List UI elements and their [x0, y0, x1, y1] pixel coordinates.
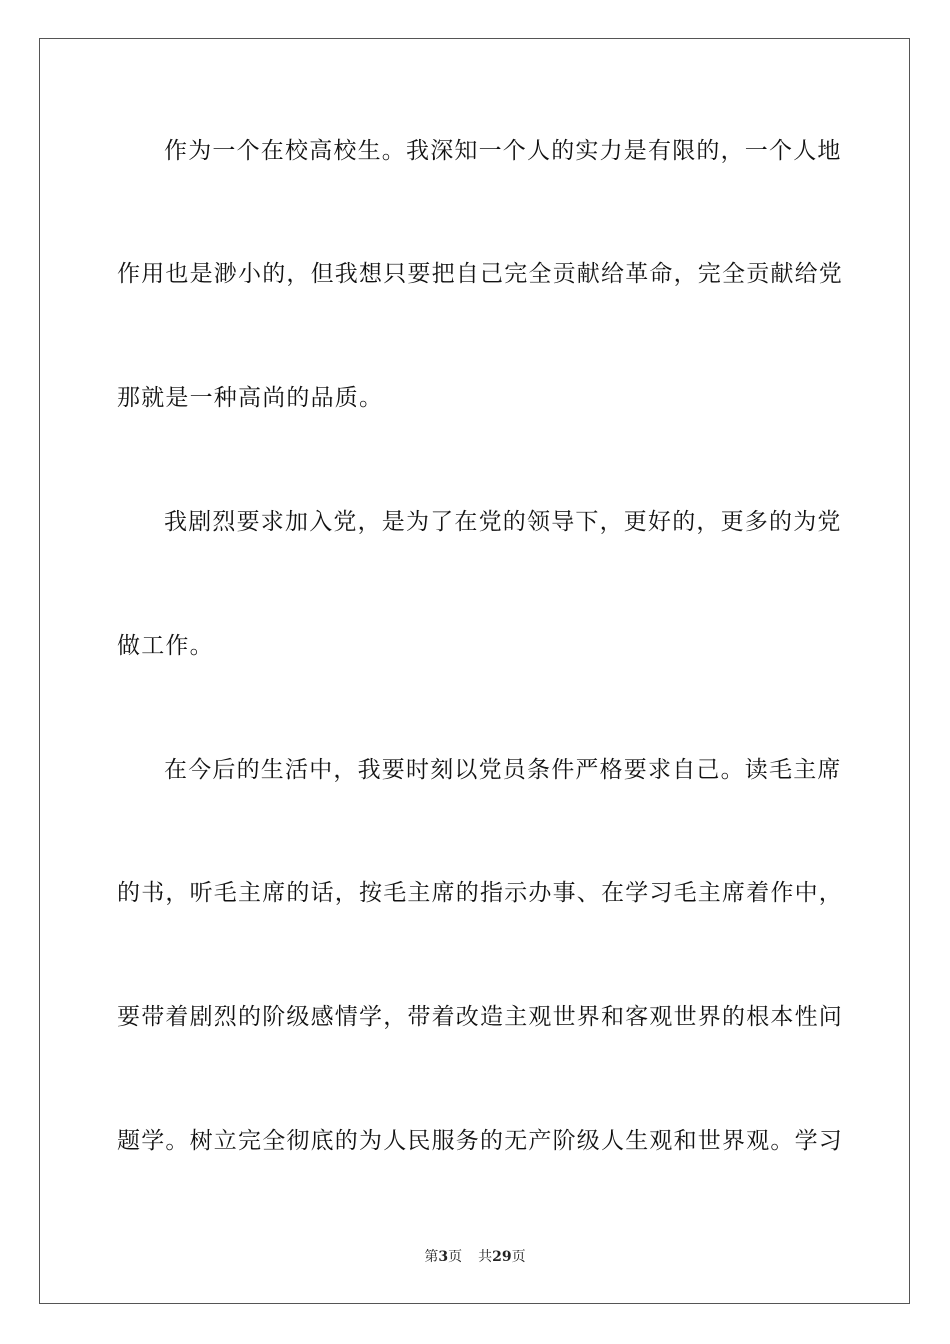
paragraph-1-line-2: 作用也是渺小的，但我想只要把自己完全贡献给革命，完全贡献给党: [117, 261, 843, 287]
page-suffix: 页: [448, 1249, 463, 1265]
page-number: 3: [438, 1249, 449, 1265]
total-prefix: 共: [478, 1249, 493, 1265]
paragraph-2-line-2: 做工作。: [117, 633, 214, 659]
total-suffix: 页: [511, 1249, 526, 1265]
paragraph-3-line-3: 要带着剧烈的阶级感情学，带着改造主观世界和客观世界的根本性问: [117, 1004, 843, 1030]
paragraph-3-line-2: 的书，听毛主席的话，按毛主席的指示办事、在学习毛主席着作中，: [117, 880, 843, 906]
page-footer: [0, 1248, 950, 1266]
paragraph-3-line-1: 在今后的生活中，我要时刻以党员条件严格要求自己。读毛主席: [164, 757, 842, 783]
page-border: [39, 38, 910, 1304]
paragraph-3-line-4: 题学。树立完全彻底的为人民服务的无产阶级人生观和世界观。学习: [117, 1128, 843, 1154]
paragraph-1-line-1: 作为一个在校高校生。我深知一个人的实力是有限的，一个人地: [164, 138, 842, 164]
page-prefix: 第: [424, 1249, 439, 1265]
paragraph-1-line-3: 那就是一种高尚的品质。: [117, 385, 384, 411]
paragraph-2-line-1: 我剧烈要求加入党，是为了在党的领导下，更好的，更多的为党: [164, 509, 842, 535]
total-pages: 29: [492, 1249, 512, 1265]
